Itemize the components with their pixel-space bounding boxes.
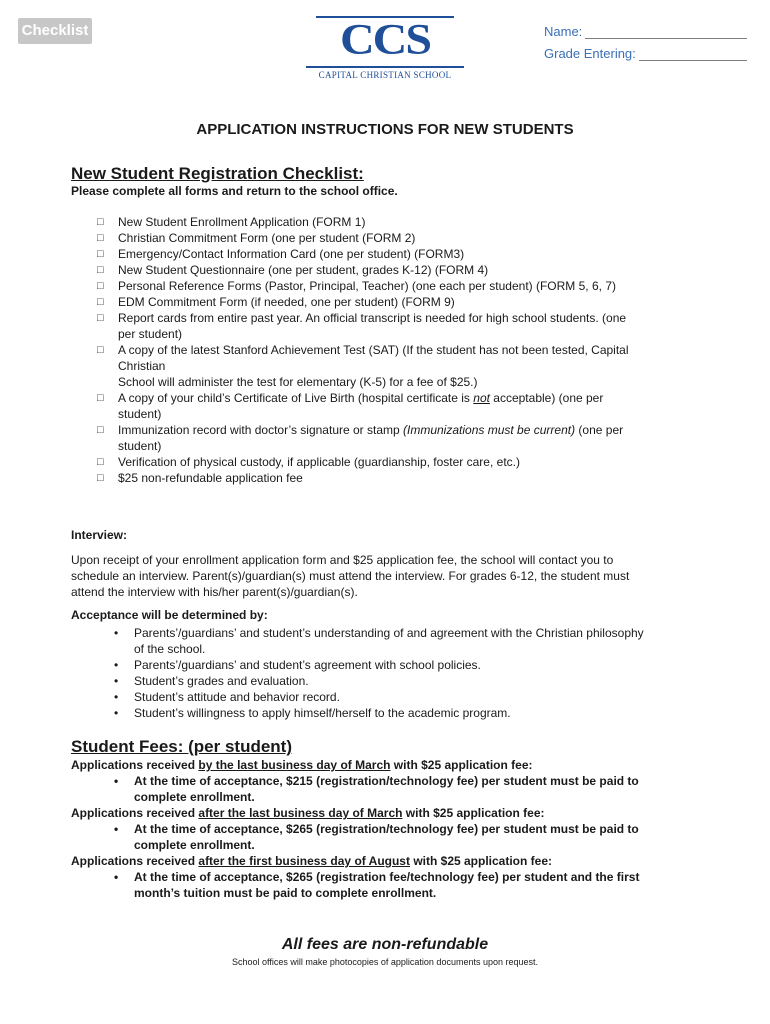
interview-text <box>71 552 671 600</box>
checkbox-icon[interactable]: □ <box>97 296 104 308</box>
checklist-item <box>97 470 687 486</box>
school-logo <box>306 8 464 80</box>
fee-item <box>71 821 691 853</box>
checklist <box>97 214 687 486</box>
text: with $25 application fee: <box>402 806 545 820</box>
checklist-item-line: Christian <box>118 359 166 373</box>
checklist-item-line: per student) <box>118 327 183 341</box>
grade-line[interactable] <box>639 60 747 61</box>
text: (one per <box>575 423 624 437</box>
checkbox-icon[interactable]: □ <box>97 472 104 484</box>
checkbox-icon[interactable]: □ <box>97 280 104 292</box>
checklist-item-line: EDM Commitment Form (if needed, one per student) (FORM 9) <box>118 295 455 309</box>
deadline: after the last business day of March <box>198 806 403 820</box>
checklist-item-line <box>118 390 687 406</box>
checklist-item-line: Report cards from entire past year. An official transcript is needed for high school students. (one <box>118 311 627 325</box>
checklist-item-line: student) <box>118 407 162 421</box>
interview-line: schedule an interview. Parent(s)/guardian(s) must attend the interview. For grades 6-12, the student must <box>71 569 630 583</box>
fee-item <box>71 773 691 805</box>
emphasis: (Immunizations must be current) <box>403 423 576 437</box>
acceptance-line: Student’s attitude and behavior record. <box>134 690 340 704</box>
checkbox-icon[interactable]: □ <box>97 456 104 468</box>
fees-section <box>71 757 691 901</box>
emphasis: not <box>473 391 490 405</box>
bullet-icon: • <box>114 774 119 788</box>
text: A copy of your child’s Certificate of Live Birth (hospital certificate is <box>118 391 474 405</box>
checklist-item-line: Verification of physical custody, if applicable (guardianship, foster care, etc.) <box>118 455 520 469</box>
checklist-item-line: New Student Enrollment Application (FORM 1) <box>118 215 366 229</box>
logo-text: CCS <box>339 15 431 64</box>
fee-line: month’s tuition must be paid to complete enrollment. <box>134 886 437 900</box>
text: Applications received <box>71 758 199 772</box>
fees-heading: Student Fees: (per student) <box>71 737 293 756</box>
text: with $25 application fee: <box>390 758 533 772</box>
checklist-item-line <box>118 422 687 438</box>
fee-condition <box>71 757 691 773</box>
deadline: by the last business day of March <box>198 758 391 772</box>
bullet-icon: • <box>114 658 119 672</box>
acceptance-line: Parents’/guardians’ and student’s agreement with school policies. <box>134 658 481 672</box>
acceptance-item <box>114 689 694 705</box>
footnote: School offices will make photocopies of application documents upon request. <box>231 957 539 967</box>
checkbox-icon[interactable]: □ <box>97 248 104 260</box>
checklist-item-line: School will administer the test for elementary (K-5) for a fee of $25.) <box>118 375 478 389</box>
acceptance-line: Student’s willingness to apply himself/herself to the academic program. <box>134 706 511 720</box>
text: Applications received <box>71 806 199 820</box>
checklist-item <box>97 246 687 262</box>
name-field[interactable] <box>544 24 747 39</box>
grade-field[interactable] <box>544 46 747 61</box>
checkbox-icon[interactable]: □ <box>97 424 104 436</box>
fee-condition <box>71 805 691 821</box>
grade-label: Grade Entering: <box>544 46 636 61</box>
checklist-item <box>97 278 687 294</box>
bullet-icon: • <box>114 822 119 836</box>
acceptance-list <box>114 625 694 721</box>
checklist-item-line: student) <box>118 439 162 453</box>
acceptance-item <box>114 705 694 721</box>
checklist-item <box>97 454 687 470</box>
checklist-tag: Checklist <box>18 18 92 44</box>
text: Immunization record with doctor’s signature or stamp <box>118 423 404 437</box>
checkbox-icon[interactable]: □ <box>97 312 104 324</box>
acceptance-item <box>114 673 694 689</box>
checklist-item <box>97 294 687 310</box>
logo-subtitle: CAPITAL CHRISTIAN SCHOOL <box>318 70 452 80</box>
checklist-item <box>97 214 687 230</box>
checklist-item <box>97 262 687 278</box>
acceptance-line: of the school. <box>134 642 206 656</box>
acceptance-line: Parents’/guardians’ and student’s understanding of and agreement with the Christian philosophy <box>134 626 644 640</box>
all-fees-notice: All fees are non-refundable <box>281 936 489 953</box>
checklist-item <box>97 230 687 246</box>
checkbox-icon[interactable]: □ <box>97 344 104 356</box>
checklist-item-line: Personal Reference Forms (Pastor, Principal, Teacher) (one each per student) (FORM 5, 6, 7) <box>118 279 616 293</box>
acceptance-line: Student’s grades and evaluation. <box>134 674 309 688</box>
bullet-icon: • <box>114 870 119 884</box>
fee-line: At the time of acceptance, $215 (registration/technology fee) per student must be paid to <box>134 774 639 788</box>
bullet-icon: • <box>114 690 119 704</box>
checklist-item <box>97 422 687 454</box>
acceptance-item <box>114 657 694 673</box>
acceptance-item <box>114 625 694 657</box>
fee-line: At the time of acceptance, $265 (registration fee/technology fee) per student and the first <box>134 870 640 884</box>
text: Applications received <box>71 854 199 868</box>
acceptance-heading: Acceptance will be determined by: <box>71 608 268 622</box>
checklist-subheading: Please complete all forms and return to the school office. <box>71 184 398 198</box>
interview-heading: Interview: <box>71 528 128 542</box>
checklist-item <box>97 342 687 390</box>
interview-line: attend the interview with his/her parent(s)/guardian(s). <box>71 585 358 599</box>
logo-rule-bottom <box>306 66 464 68</box>
page-title: APPLICATION INSTRUCTIONS FOR NEW STUDENTS <box>196 121 574 138</box>
checkbox-icon[interactable]: □ <box>97 216 104 228</box>
checkbox-icon[interactable]: □ <box>97 264 104 276</box>
name-line[interactable] <box>585 38 747 39</box>
text: with $25 application fee: <box>409 854 553 868</box>
text: acceptable) (one per <box>489 391 604 405</box>
bullet-icon: • <box>114 674 119 688</box>
deadline: after the first business day of August <box>198 854 410 868</box>
checkbox-icon[interactable]: □ <box>97 232 104 244</box>
fee-line: At the time of acceptance, $265 (registration/technology fee) per student must be paid to <box>134 822 639 836</box>
checklist-heading: New Student Registration Checklist: <box>71 164 364 183</box>
interview-line: Upon receipt of your enrollment application form and $25 application fee, the school will contact you to <box>71 553 614 567</box>
fee-condition <box>71 853 691 869</box>
bullet-icon: • <box>114 626 119 640</box>
name-label: Name: <box>544 24 583 39</box>
checklist-item <box>97 310 687 342</box>
checklist-item-line: A copy of the latest Stanford Achievement Test (SAT) (If the student has not been tested, Capital <box>118 343 629 357</box>
bullet-icon: • <box>114 706 119 720</box>
checklist-item-line: New Student Questionnaire (one per student, grades K-12) (FORM 4) <box>118 263 489 277</box>
checkbox-icon[interactable]: □ <box>97 392 104 404</box>
fee-line: complete enrollment. <box>134 838 255 852</box>
fee-line: complete enrollment. <box>134 790 255 804</box>
checklist-item-line: Emergency/Contact Information Card (one per student) (FORM3) <box>118 247 465 261</box>
checklist-item-line: Christian Commitment Form (one per student (FORM 2) <box>118 231 416 245</box>
fee-item <box>71 869 691 901</box>
checklist-item-line: $25 non-refundable application fee <box>118 471 303 485</box>
checklist-item <box>97 390 687 422</box>
